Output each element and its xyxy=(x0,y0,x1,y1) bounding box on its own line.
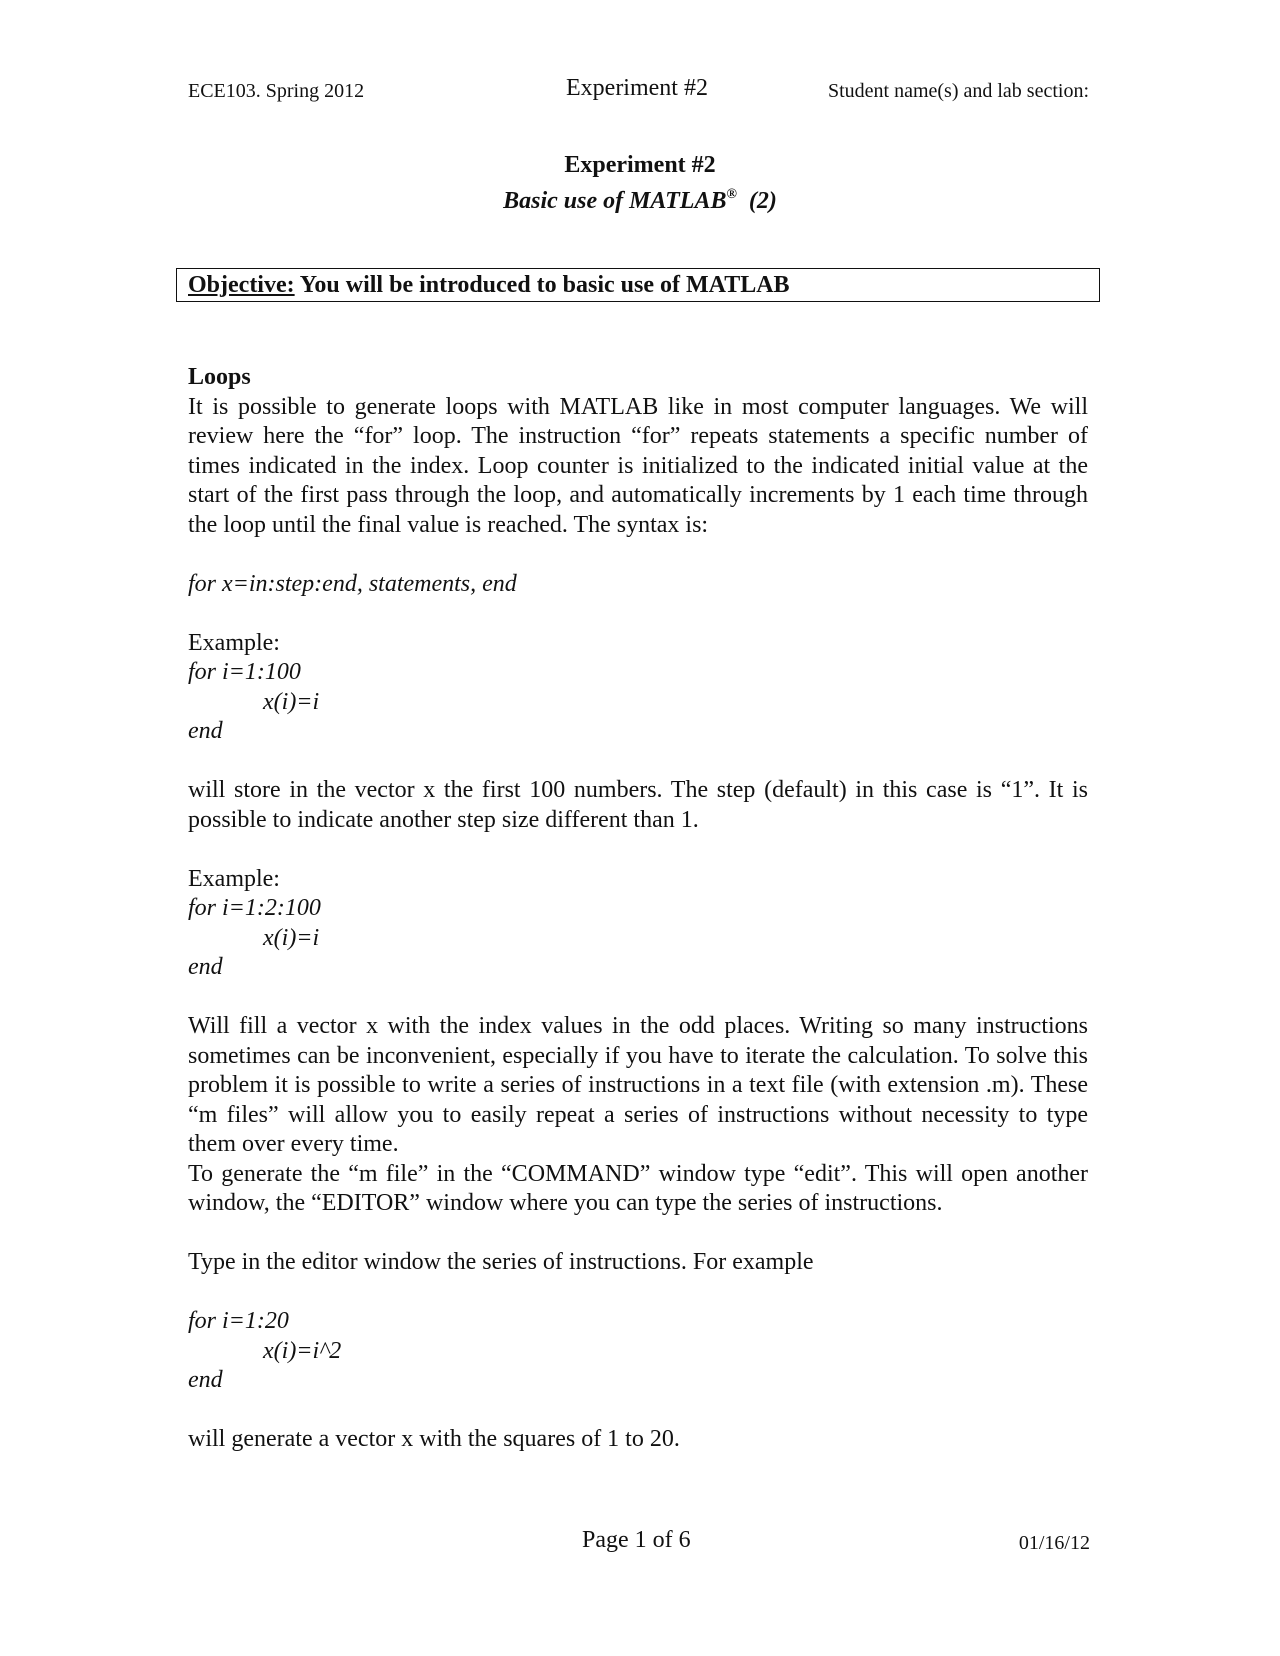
objective-box xyxy=(176,268,1100,302)
footer-date: 01/16/12 xyxy=(1018,1532,1090,1554)
title-line1: Experiment #2 xyxy=(564,152,716,178)
header-student-name: Student name(s) and lab section: xyxy=(827,80,1089,102)
example3-code-line3: end xyxy=(188,1367,223,1393)
closing-line: will generate a vector x with the squares of 1 to 20. xyxy=(188,1426,680,1452)
objective-text: You will be introduced to basic use of MATLAB xyxy=(299,272,790,298)
example1-label: Example: xyxy=(188,629,280,656)
title-line2 xyxy=(0,180,1280,216)
example3-code-line1: for i=1:20 xyxy=(188,1308,289,1334)
example2-code-line1: for i=1:2:100 xyxy=(188,895,321,921)
example2-code-line2: x(i)=i xyxy=(263,924,320,951)
example1-code-line2: x(i)=i xyxy=(263,688,320,715)
loops-heading: Loops xyxy=(188,364,251,390)
after-example2-paragraph: Will fill a vector x with the index values in the odd places. Writing so many instructions sometimes can be inconvenient, especially if you have to iterate the calculation. To solve this problem it is possible to write a series of instructions in a text file (with extension .m). These “m files” will allow you to easily repeat a series of instructions without necessity to type them over every time. xyxy=(188,1013,1088,1157)
after-example1-paragraph: will store in the vector x the first 100 numbers. The step (default) in this case is “1”. It is possible to indicate another step size different than 1. xyxy=(188,777,1088,833)
header-course: ECE103. Spring 2012 xyxy=(188,80,365,102)
registered-mark: ® xyxy=(726,187,737,202)
example1-code-line1: for i=1:100 xyxy=(188,659,301,685)
example1-code-line3: end xyxy=(188,718,223,744)
mfile-paragraph: To generate the “m file” in the “COMMAND” window type “edit”. This will open another window, the “EDITOR” window where you can type the series of instructions. xyxy=(188,1160,1088,1216)
syntax-line: for x=in:step:end, statements, end xyxy=(188,570,517,597)
page-number: Page 1 of 6 xyxy=(582,1527,691,1553)
objective-label: Objective: xyxy=(188,272,295,298)
example2-label: Example: xyxy=(188,865,280,892)
intro-paragraph: It is possible to generate loops with MATLAB like in most computer languages. We will review here the “for” loop. The instruction “for” repeats statements a specific number of times indicated in the index. Loop counter is initialized to the indicated initial value at the start of the first pass through the loop, and automatically increments by 1 each time through the loop until the final value is reached. The syntax is: xyxy=(188,393,1088,538)
title-subtitle-suffix: (2) xyxy=(748,188,777,214)
title-block xyxy=(0,150,1280,216)
example2-code-line3: end xyxy=(188,954,223,980)
example3-code-line2: x(i)=i^2 xyxy=(263,1337,342,1364)
type-editor-line: Type in the editor window the series of instructions. For example xyxy=(188,1249,814,1275)
header-experiment: Experiment #2 xyxy=(566,75,708,101)
body-content xyxy=(188,363,1088,1455)
title-subtitle-text: Basic use of MATLAB xyxy=(503,188,727,214)
